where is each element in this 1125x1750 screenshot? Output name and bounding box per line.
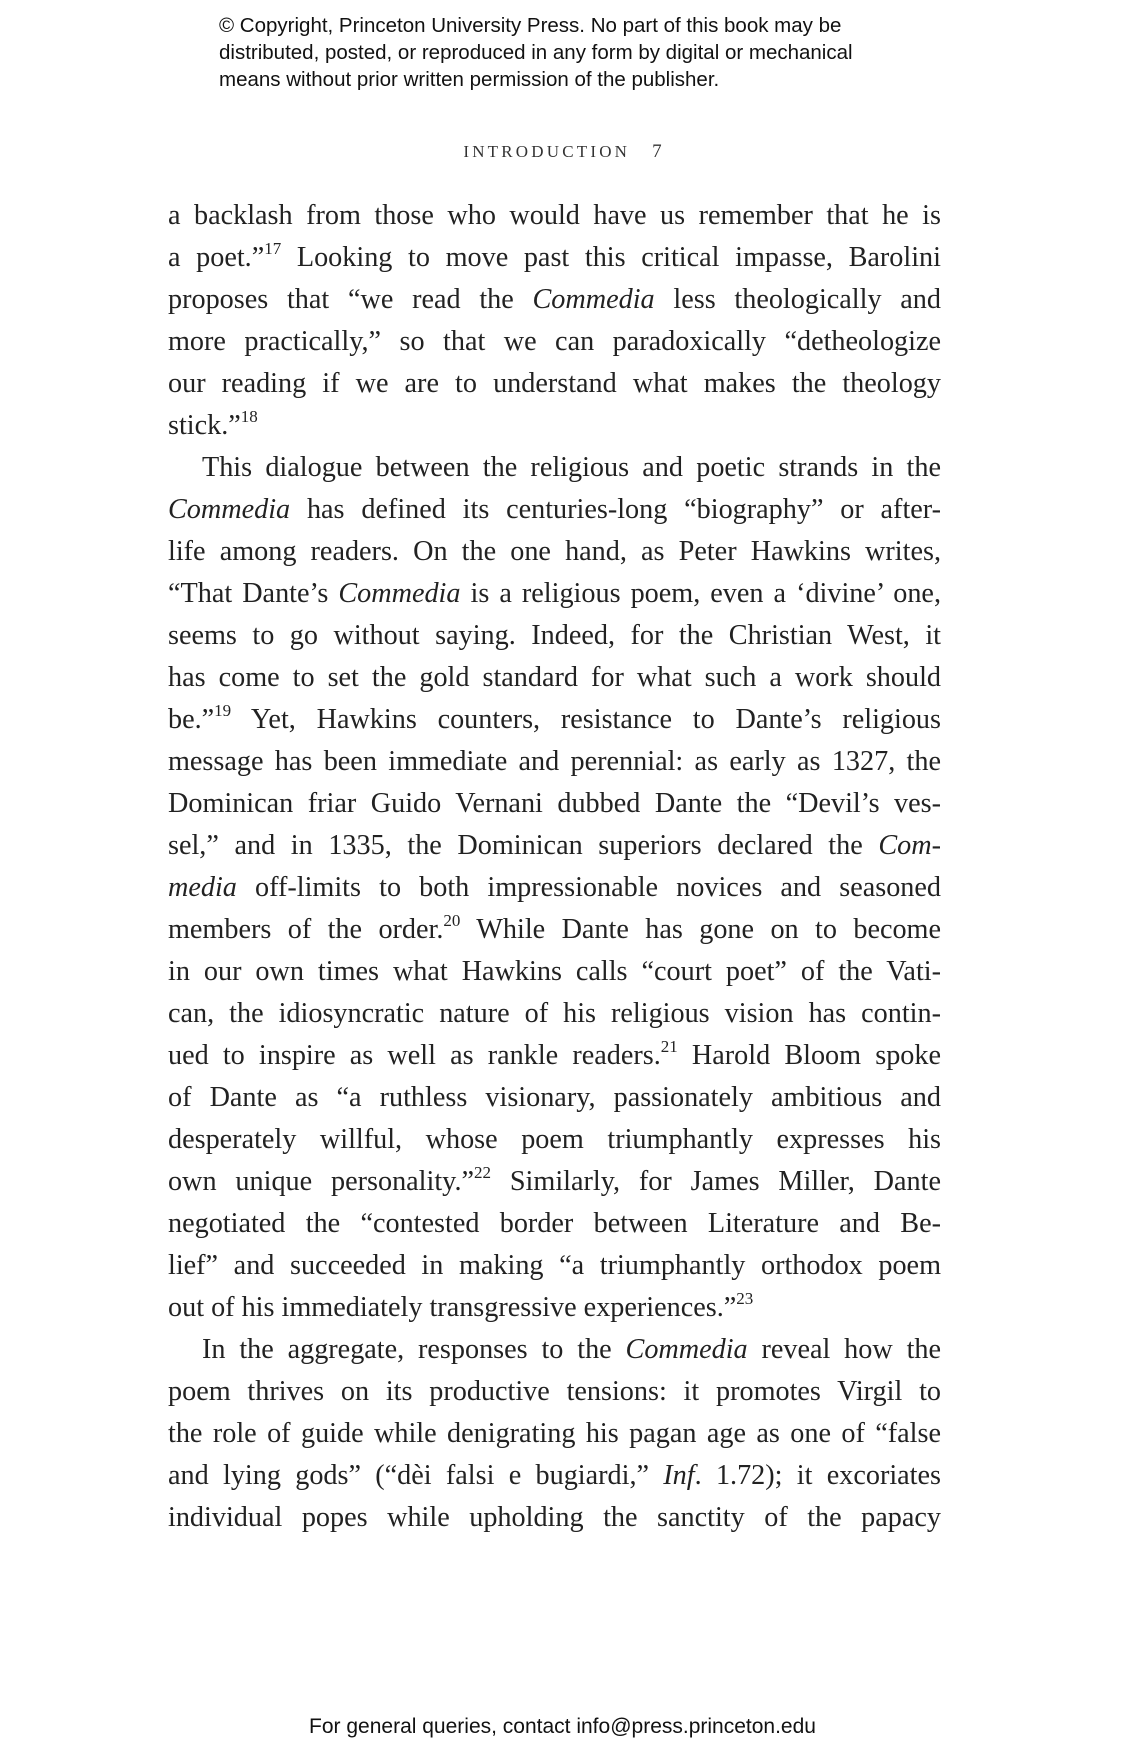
italic-text: Commedia	[532, 284, 655, 315]
footer-contact: For general queries, contact info@press.princeton.edu	[309, 1715, 816, 1738]
text-segment: This dialogue between the religious and poetic strands in the	[202, 452, 941, 483]
text-line	[168, 1035, 941, 1077]
text-segment: “That Dante’s	[168, 578, 339, 609]
italic-text: Com-	[878, 830, 941, 861]
text-segment: sel,” and in 1335, the Dominican superiors declared the	[168, 830, 879, 861]
text-segment: In the aggregate, responses to the	[202, 1334, 626, 1365]
text-segment: Harold Bloom spoke	[677, 1040, 941, 1071]
text-segment: a backlash from those who would have us remember that he is	[168, 200, 941, 231]
text-segment: a poet.”	[168, 242, 265, 273]
text-line	[168, 195, 941, 237]
text-segment: Similarly, for James Miller, Dante	[491, 1166, 941, 1197]
text-line	[168, 1203, 941, 1245]
text-line	[168, 237, 941, 279]
italic-text: Commedia	[338, 578, 461, 609]
text-line	[168, 615, 941, 657]
running-title: INTRODUCTION	[463, 142, 631, 161]
copyright-line: means without prior written permission of the publisher.	[219, 68, 720, 91]
text-line	[168, 405, 941, 447]
text-segment: members of the order.	[168, 914, 444, 945]
text-segment: more practically,” so that we can paradoxically “detheologize	[168, 326, 941, 357]
footnote-reference: 19	[214, 701, 232, 720]
text-segment: poem thrives on its productive tensions: it promotes Virgil to	[168, 1376, 941, 1407]
text-segment: out of his immediately transgressive experiences.”	[168, 1292, 737, 1323]
footnote-reference: 21	[660, 1037, 678, 1056]
text-segment: While Dante has gone on to become	[460, 914, 941, 945]
text-line	[168, 783, 941, 825]
text-segment: can, the idiosyncratic nature of his religious vision has contin-	[168, 998, 941, 1029]
footnote-reference: 22	[474, 1163, 491, 1182]
text-line	[168, 279, 941, 321]
text-line	[168, 951, 941, 993]
italic-text: media	[168, 872, 237, 903]
text-line	[168, 909, 941, 951]
text-segment: be.”	[168, 704, 215, 735]
text-segment: off-limits to both impressionable novices and seasoned	[236, 872, 941, 903]
text-line	[168, 825, 941, 867]
running-head	[0, 141, 1125, 163]
copyright-line: © Copyright, Princeton University Press. No part of this book may be	[219, 14, 842, 37]
text-segment: in our own times what Hawkins calls “court poet” of the Vati-	[168, 956, 941, 987]
italic-text: Commedia	[168, 494, 291, 525]
text-segment: has come to set the gold standard for what such a work should	[168, 662, 941, 693]
text-line	[168, 447, 941, 489]
text-segment: . 1.72); it excoriates	[694, 1460, 941, 1491]
text-line	[168, 489, 941, 531]
text-line	[168, 1371, 941, 1413]
text-segment: our reading if we are to understand what makes the theology	[168, 368, 941, 399]
text-segment: proposes that “we read the	[168, 284, 533, 315]
text-line	[168, 1455, 941, 1497]
text-segment: has defined its centuries-long “biography” or after-	[290, 494, 941, 525]
text-segment: stick.”	[168, 410, 241, 441]
text-line	[168, 867, 941, 909]
italic-text: Commedia	[625, 1334, 748, 1365]
body-text	[168, 195, 941, 1539]
text-segment: desperately willful, whose poem triumphantly expresses his	[168, 1124, 941, 1155]
text-line	[168, 1119, 941, 1161]
italic-text: Inf	[663, 1460, 695, 1491]
text-segment: ued to inspire as well as rankle readers.	[168, 1040, 661, 1071]
copyright-line: distributed, posted, or reproduced in any form by digital or mechanical	[219, 41, 853, 64]
text-line	[168, 741, 941, 783]
text-line	[168, 573, 941, 615]
text-line	[168, 1497, 941, 1539]
text-segment: own unique personality.”	[168, 1166, 474, 1197]
text-line	[168, 1287, 941, 1329]
text-segment: negotiated the “contested border between Literature and Be-	[168, 1208, 941, 1239]
text-line	[168, 1329, 941, 1371]
text-line	[168, 699, 941, 741]
page-number: 7	[652, 141, 662, 162]
text-segment: less theologically and	[654, 284, 941, 315]
text-line	[168, 1077, 941, 1119]
text-segment: seems to go without saying. Indeed, for the Christian West, it	[168, 620, 941, 651]
text-line	[168, 531, 941, 573]
text-segment: the role of guide while denigrating his pagan age as one of “false	[168, 1418, 941, 1449]
text-line	[168, 993, 941, 1035]
footnote-reference: 17	[264, 239, 282, 258]
text-line	[168, 321, 941, 363]
footnote-reference: 23	[736, 1289, 754, 1308]
text-segment: Dominican friar Guido Vernani dubbed Dante the “Devil’s ves-	[168, 788, 941, 819]
text-segment: of Dante as “a ruthless visionary, passionately ambitious and	[168, 1082, 941, 1113]
text-line	[168, 363, 941, 405]
text-segment: Looking to move past this critical impasse, Barolini	[281, 242, 941, 273]
text-line	[168, 1245, 941, 1287]
text-line	[168, 1413, 941, 1455]
text-segment: reveal how the	[747, 1334, 942, 1365]
text-segment: is a religious poem, even a ‘divine’ one,	[460, 578, 941, 609]
text-segment: Yet, Hawkins counters, resistance to Dante’s religious	[231, 704, 941, 735]
text-segment: message has been immediate and perennial: as early as 1327, the	[168, 746, 941, 777]
text-segment: and lying gods” (“dèi falsi e bugiardi,”	[168, 1460, 664, 1491]
text-line	[168, 657, 941, 699]
footnote-reference: 18	[240, 407, 258, 426]
text-segment: life among readers. On the one hand, as Peter Hawkins writes,	[168, 536, 941, 567]
text-segment: lief” and succeeded in making “a triumphantly orthodox poem	[168, 1250, 941, 1281]
text-segment: individual popes while upholding the sanctity of the papacy	[168, 1502, 941, 1533]
text-line	[168, 1161, 941, 1203]
footnote-reference: 20	[443, 911, 461, 930]
copyright-notice	[219, 12, 979, 93]
